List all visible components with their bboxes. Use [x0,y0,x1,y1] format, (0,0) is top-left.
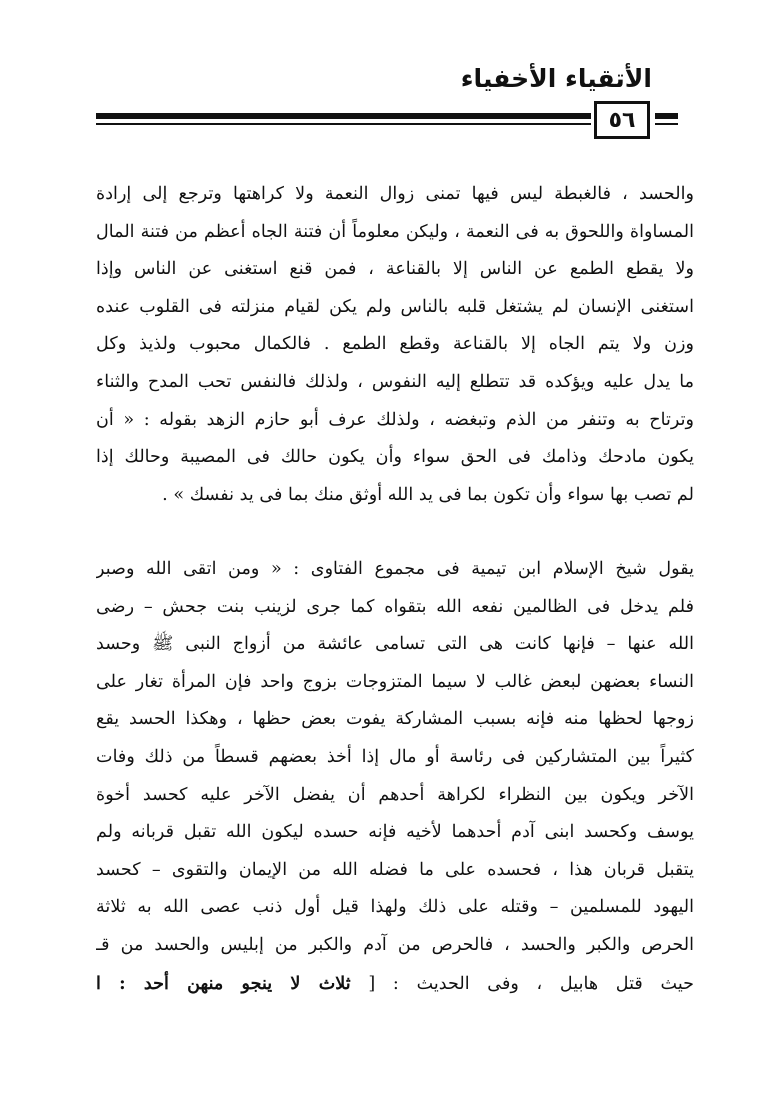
text-line: كثيراً بين المتشاركين فى رئاسة أو مال إذا أخذ بعضهم قسطاً من ذلك وفات [96,746,694,767]
paragraph-1 [96,176,694,514]
text-line: يكون مادحك وذامك فى الحق سواء وأن يكون حالك فى المصيبة وحالك إذا [96,447,694,468]
text-line: لم تصب بها سواء وأن تكون بما فى يد الله أوثق منك بما فى يد نفسك » . [162,484,694,505]
text-line-hadith [96,965,694,1003]
text-line: يوسف وكحسد ابنى آدم أحدهما لأخيه فإنه حسده ليكون الله تقبل قربانه ولم [96,822,694,843]
header-rule-right-thin [655,123,678,125]
hadith-bold-text: ثلاث لا ينجو منهن أحد : ا‍ [96,972,351,994]
paragraph-2 [96,551,694,1002]
text-line: المساواة واللحوق به فى النعمة ، وليكن معلوماً أن فتنة الجاه أعظم من فتنة المال [96,221,694,242]
text-line: يتقبل قربان هذا ، فحسده على ما فضله الله من الإيمان والتقوى – كحسد [96,859,694,880]
text-line: الله عنها – فإنها كانت هى التى تسامى عائشة من أزواج النبى ﷺ وحسد [96,634,694,655]
header-rule-thick [96,113,591,119]
text-line: يقول شيخ الإسلام ابن تيمية فى مجموع الفتاوى : « ومن اتقى الله وصبر [96,559,694,579]
text-line: استغنى الإنسان لم يشتغل قلبه بالناس ولم يكن لقيام منزلته فى القلوب عنده [96,296,694,317]
header-rule-right-thick [655,113,678,119]
text-line: ولا يقطع الطمع عن الناس إلا بالقناعة ، فمن قنع استغنى عن الناس وإذا [96,259,694,280]
running-header-title: الأتقياء الأخفياء [460,64,652,93]
text-line: الحرص والكبر والحسد ، فالحرص من آدم والكبر من إبليس والحسد من قـ [96,934,694,955]
text-line: النساء بعضهن لبعض غالب لا سيما المتزوجات بزوج واحد فإن المرأة تغار على [96,671,694,692]
header-rule-thin [96,123,591,125]
text-line: الآخر ويكون بين النظراء لكراهة أحدهم أن يفضل الآخر عليه كحسد أخوة [96,784,694,805]
text-line: ما يدل عليه ويؤكده قد تتطلع إليه النفوس ، ولذلك فالنفس تحب المدح والثناء [96,371,694,392]
text-line: اليهود للمسلمين – وقتله على ذلك ولهذا قيل أول ذنب عصى الله به ثلاثة [96,897,694,918]
text-line: فلم يدخل فى الظالمين نفعه الله بتقواه كما جرى لزينب بنت جحش – رضى [96,596,694,617]
text-line: وترتاح به وتنفر من الذم وتبغضه ، ولذلك عرف أبو حازم الزهد بقوله : « أن [96,409,694,430]
text-line: والحسد ، فالغبطة ليس فيها تمنى زوال النعمة ولا كراهتها وترجع إلى إرادة [96,184,694,204]
text-span: حيث قتل هابيل ، وفى الحديث : [ [350,973,694,994]
page-number: ٥٦ [594,101,650,139]
text-line: زوجها لحظها منه فإنه بسبب المشاركة يفوت بعض حظها ، وهكذا الحسد يقع [96,709,694,730]
text-line: وزن ولا يتم الجاه إلا بالقناعة وقطع الطمع . فالكمال محبوب ولذيذ وكل [96,334,694,355]
